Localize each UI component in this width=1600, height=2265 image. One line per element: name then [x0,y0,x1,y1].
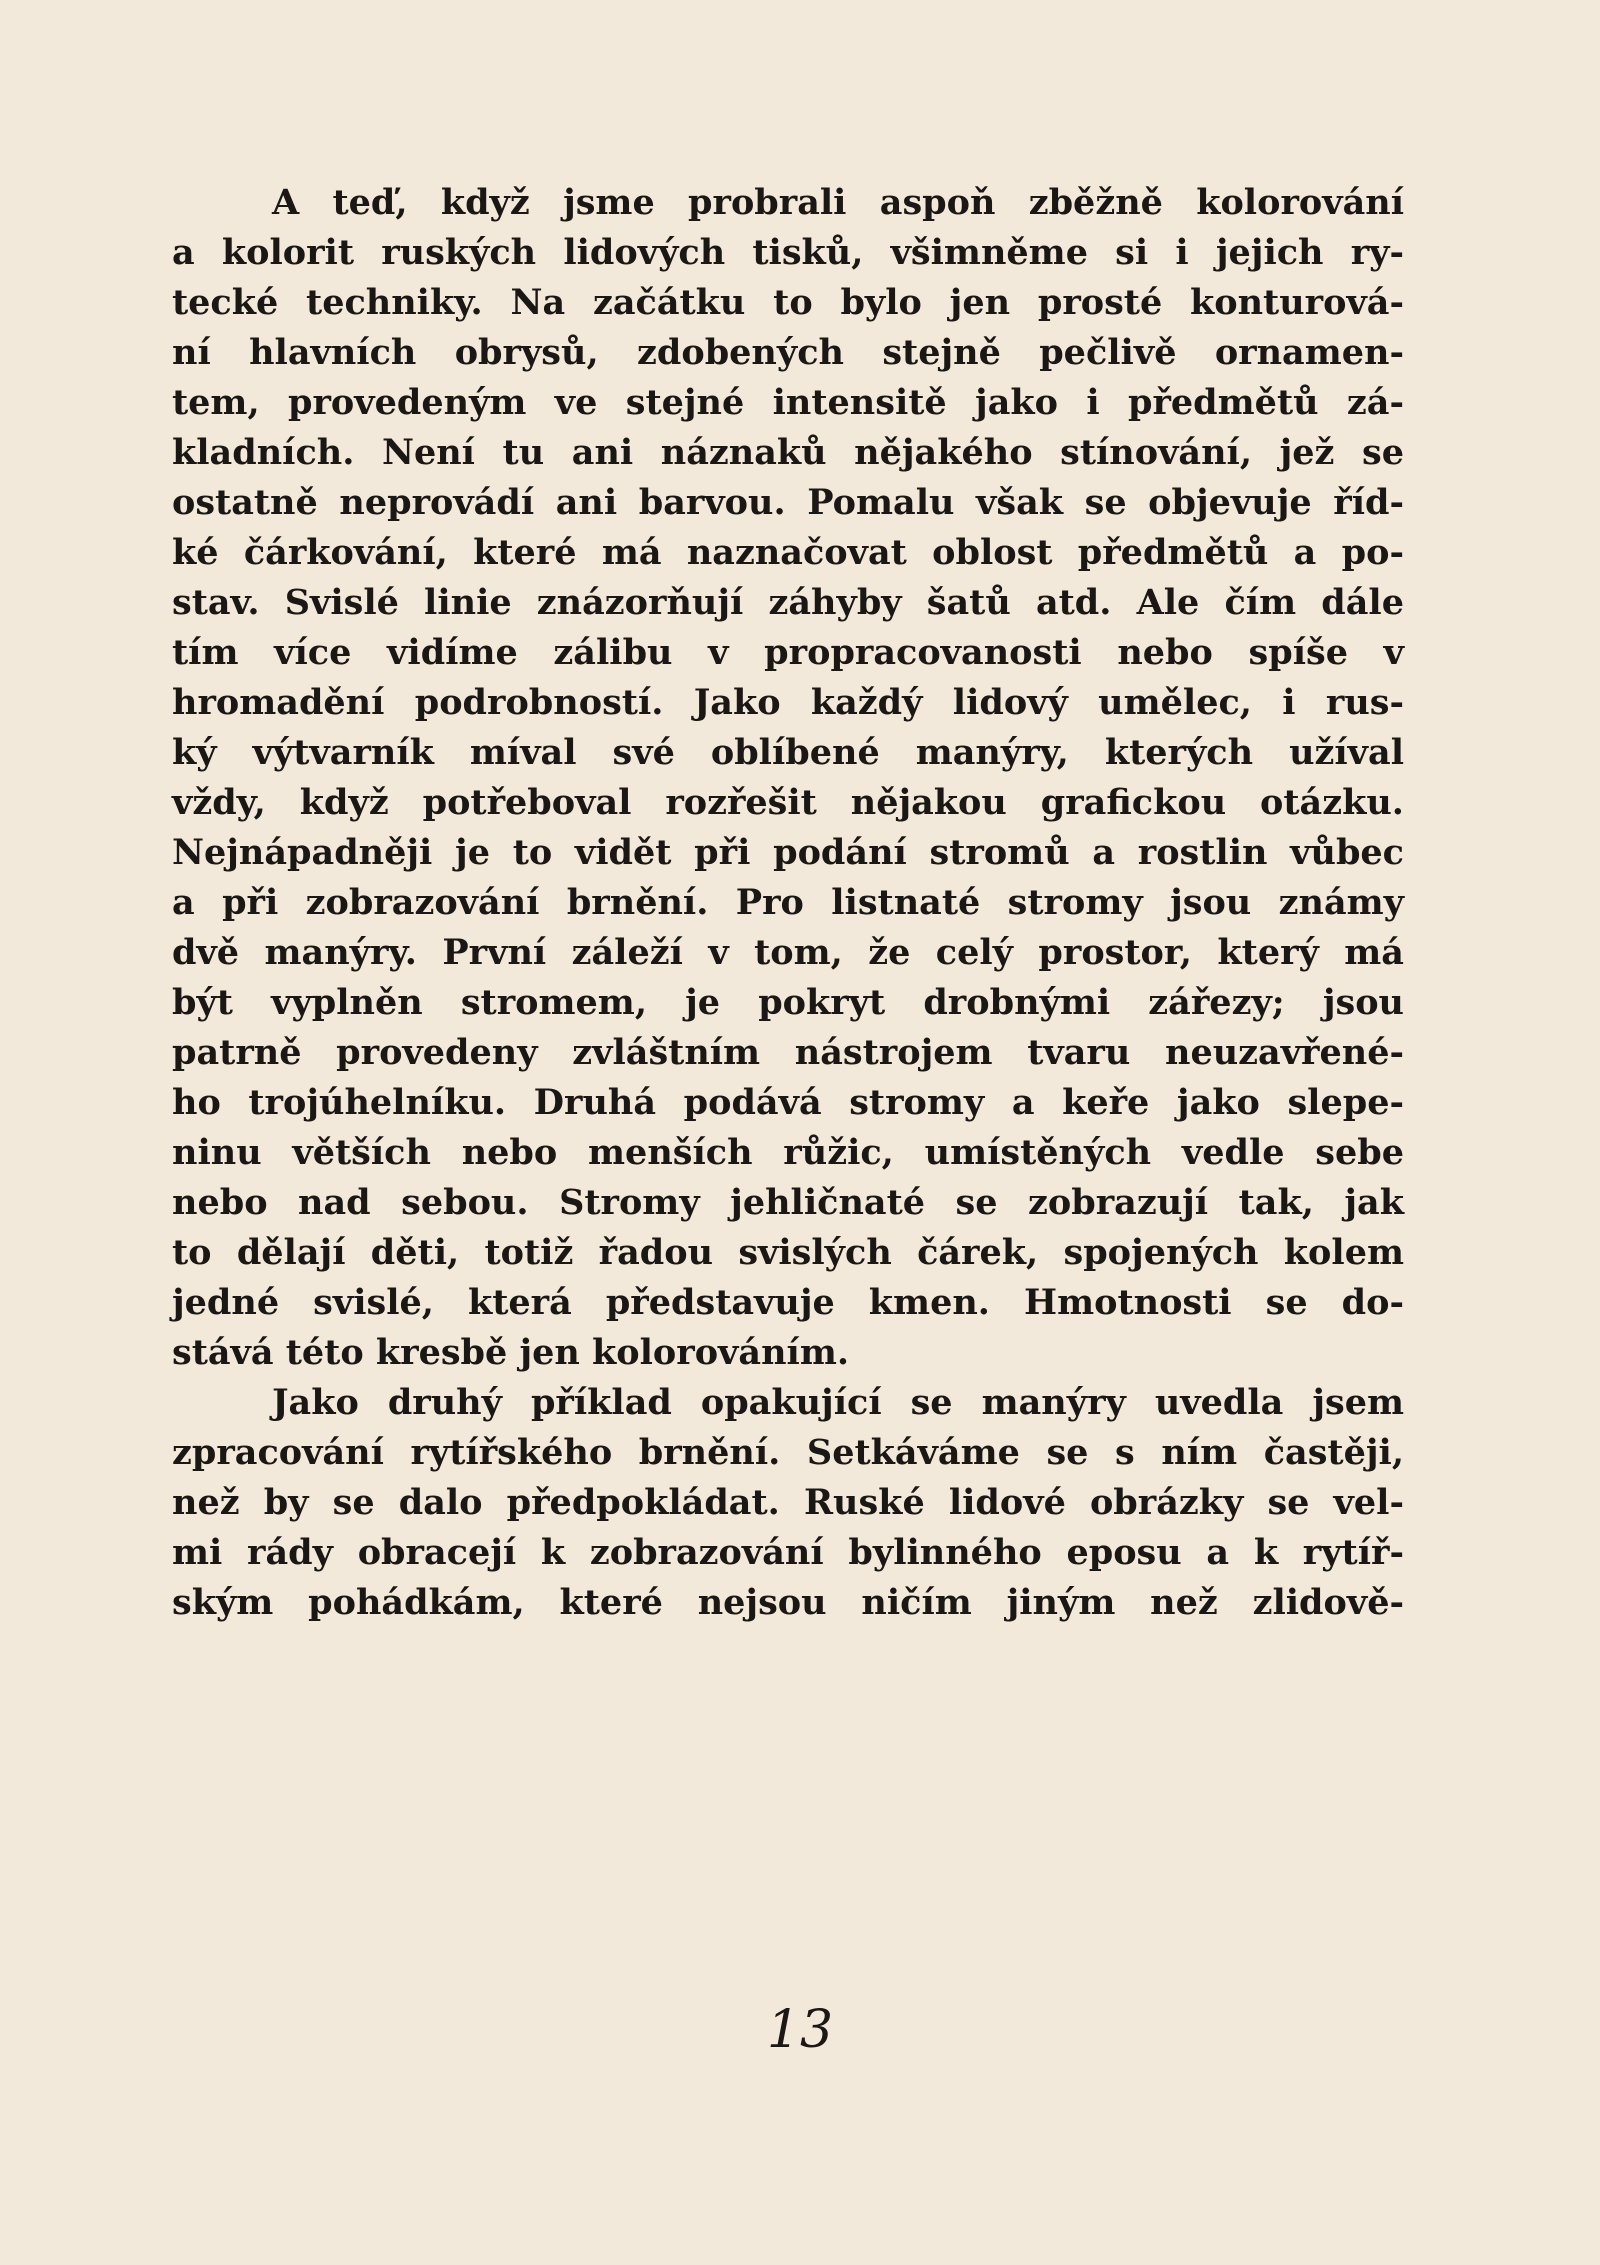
text-line: nebo nad sebou. Stromy jehličnaté se zobrazují tak, jak [172,1182,1404,1223]
text-line: dvě manýry. První záleží v tom, že celý prostor, který má [172,932,1404,973]
text-line: to dělají děti, totiž řadou svislých čárek, spojených kolem [172,1232,1404,1273]
text-line: A teď, když jsme probrali aspoň zběžně kolorování [272,182,1404,223]
text-line: Nejnápadněji je to vidět při podání stromů a rostlin vůbec [172,832,1404,873]
body-text [172,178,1404,1628]
text-line: hromadění podrobností. Jako každý lidový umělec, i rus- [172,682,1404,723]
text-line: ostatně neprovádí ani barvou. Pomalu však se objevuje říd- [172,482,1404,523]
text-line: patrně provedeny zvláštním nástrojem tvaru neuzavřené- [172,1032,1404,1073]
text-line: tím více vidíme zálibu v propracovanosti nebo spíše v [172,632,1404,673]
text-line: stav. Svislé linie znázorňují záhyby šatů atd. Ale čím dále [172,582,1404,623]
paragraph-2 [172,1378,1404,1628]
text-line: stává této kresbě jen kolorováním. [172,1332,850,1373]
text-line: tecké techniky. Na začátku to bylo jen prosté konturová- [172,282,1404,323]
text-line: ským pohádkám, které nejsou ničím jiným než zlidově- [172,1582,1404,1623]
text-line: jedné svislé, která představuje kmen. Hmotnosti se do- [172,1282,1404,1323]
text-line: a při zobrazování brnění. Pro listnaté stromy jsou známy [172,882,1404,923]
text-line: mi rády obracejí k zobrazování bylinného eposu a k rytíř- [172,1532,1404,1573]
text-line: ho trojúhelníku. Druhá podává stromy a keře jako slepe- [172,1082,1404,1123]
text-line: než by se dalo předpokládat. Ruské lidové obrázky se vel- [172,1482,1404,1523]
text-line: zpracování rytířského brnění. Setkáváme se s ním častěji, [172,1432,1404,1473]
text-line: ký výtvarník míval své oblíbené manýry, kterých užíval [172,732,1404,773]
text-line: tem, provedeným ve stejné intensitě jako i předmětů zá- [172,382,1404,423]
paragraph-1 [172,178,1404,1378]
text-line: kladních. Není tu ani náznaků nějakého stínování, jež se [172,432,1404,473]
text-line: ní hlavních obrysů, zdobených stejně pečlivě ornamen- [172,332,1404,373]
text-line: být vyplněn stromem, je pokryt drobnými zářezy; jsou [172,982,1404,1023]
text-line: a kolorit ruských lidových tisků, všimněme si i jejich ry- [172,232,1404,273]
text-line: Jako druhý příklad opakující se manýry uvedla jsem [272,1382,1404,1423]
page-number: 13 [766,2000,834,2060]
text-line: ké čárkování, které má naznačovat oblost předmětů a po- [172,532,1404,573]
text-line: ninu větších nebo menších růžic, umístěných vedle sebe [172,1132,1404,1173]
text-line: vždy, když potřeboval rozřešit nějakou grafickou otázku. [172,782,1404,823]
